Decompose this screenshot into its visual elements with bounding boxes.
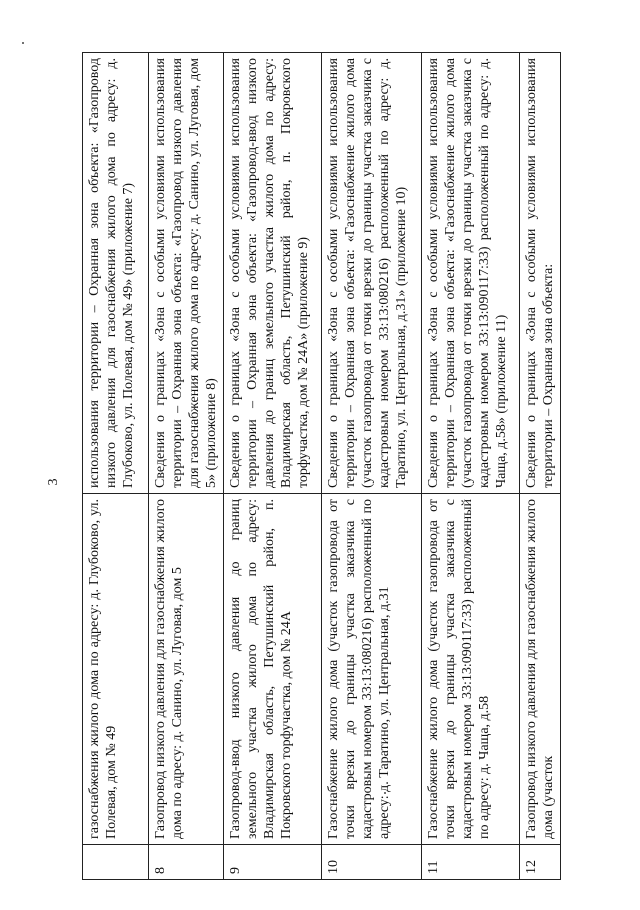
row-number: 10	[322, 845, 422, 880]
table-row	[322, 53, 422, 880]
zone-info-cell: использования территории – Охранная зона объекта: «Газопровод низкого давления для газоснабжения жилого дома по адресу: д. Глубоково, ул. Полевая, дом № 49» (приложение 7)	[83, 53, 149, 494]
object-name-cell: Газоснабжение жилого дома (участок газопровода от точки врезки до границы участка заказчика с кадастровым номером 33:13:090117:33) расположенный по адресу: д. Чаща, д.58	[422, 494, 520, 845]
object-name-cell: Газопровод-ввод низкого давления до границ земельного участка жилого дома по адресу: Владимирская область, Петушинский район, п. Покровского торфучастка, дом № 24А	[224, 494, 322, 845]
table-row	[149, 53, 224, 880]
object-name-cell: Газопровод низкого давления для газоснабжения жилого дома (участок	[520, 494, 561, 845]
row-number: 12	[520, 845, 561, 880]
table-row	[422, 53, 520, 880]
zone-info-cell: Сведения о границах «Зона с особыми условиями использования территории – Охранная зона объекта: «Газоснабжение жилого дома (участок газопровода от точки врезки до границы участка заказчика с кадастровым номером 33:13:080216) расположенный по адресу: д. Таратино, ул. Центральная, д.31» (приложение 10)	[322, 53, 422, 494]
row-number: 9	[224, 845, 322, 880]
row-number: 11	[422, 845, 520, 880]
zone-info-cell: Сведения о границах «Зона с особыми условиями использования территории – Охранная зона объекта:	[520, 53, 561, 494]
rotated-document-sheet	[82, 58, 556, 880]
zone-info-cell: Сведения о границах «Зона с особыми условиями использования территории – Охранная зона объекта: «Газопровод низкого давления для газоснабжения жилого дома по адресу: д. Санино, ул. Луговая, дом 5» (приложение 8)	[149, 53, 224, 494]
page-number: 3	[46, 478, 61, 486]
row-number	[83, 845, 149, 880]
table-row	[83, 53, 149, 880]
zone-info-cell: Сведения о границах «Зона с особыми условиями использования территории – Охранная зона объекта: «Газоснабжение жилого дома (участок газопровода от точки врезки до границы участка заказчика с кадастровым номером 33:13:090117:33) расположенный по адресу: д. Чаща, д.58» (приложение 11)	[422, 53, 520, 494]
table-row	[224, 53, 322, 880]
row-number: 8	[149, 845, 224, 880]
object-name-cell: Газопровод низкого давления для газоснабжения жилого дома по адресу: д. Санино, ул. Луговая, дом 5	[149, 494, 224, 845]
object-name-cell: газоснабжения жилого дома по адресу: д. Глубоково, ул. Полевая, дом № 49	[83, 494, 149, 845]
object-name-cell: Газоснабжение жилого дома (участок газопровода от точки врезки до границы участка заказчика с кадастровым номером 33:13:080216) расположенный по адресу: д. Таратино, ул. Центральная, д.31	[322, 494, 422, 845]
table-row	[520, 53, 561, 880]
scan-speck	[22, 42, 24, 44]
document-table	[82, 52, 561, 880]
zone-info-cell: Сведения о границах «Зона с особыми условиями использования территории – Охранная зона объекта: «Газопровод-ввод низкого давления до границ земельного участка жилого дома по адресу: Владимирская область, Петушинский район, п. Покровского торфучастка, дом № 24А» (приложение 9)	[224, 53, 322, 494]
